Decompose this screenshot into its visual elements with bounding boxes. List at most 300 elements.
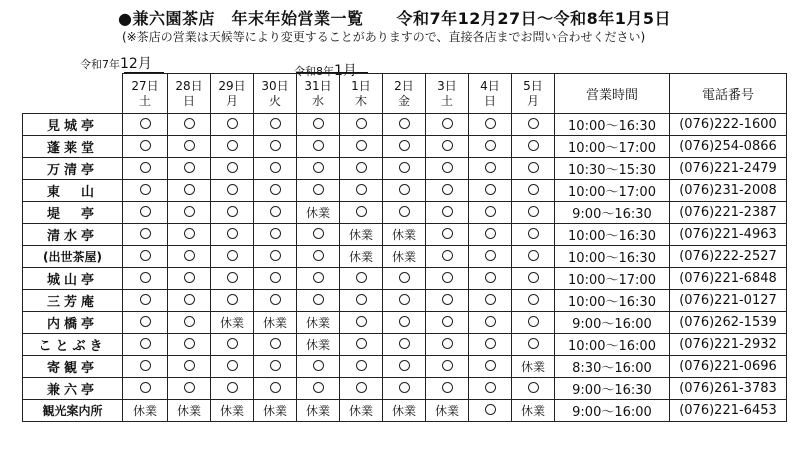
closed-mark: 休業 xyxy=(383,400,426,422)
shop-name: 観光案内所 xyxy=(23,400,123,422)
open-mark xyxy=(168,378,211,400)
open-mark xyxy=(168,246,211,268)
open-circle-icon xyxy=(528,162,539,173)
open-mark xyxy=(123,246,168,268)
open-mark xyxy=(512,378,555,400)
phone-number: (076)222-1600 xyxy=(670,114,787,136)
open-mark xyxy=(340,114,383,136)
open-mark xyxy=(512,158,555,180)
closed-mark: 休業 xyxy=(383,246,426,268)
open-circle-icon xyxy=(356,206,367,217)
date-header: 31日 水 xyxy=(297,74,340,114)
open-mark xyxy=(168,334,211,356)
open-circle-icon xyxy=(270,118,281,129)
shop-row xyxy=(23,400,787,422)
open-circle-icon xyxy=(270,184,281,195)
open-mark xyxy=(426,356,469,378)
open-mark xyxy=(340,334,383,356)
open-circle-icon xyxy=(485,140,496,151)
open-circle-icon xyxy=(528,184,539,195)
open-mark xyxy=(211,158,254,180)
open-circle-icon xyxy=(270,294,281,305)
notice-text: (※茶店の営業は天候等により変更することがありますので、直接各店までお問い合わせください) xyxy=(122,30,646,44)
shop-row xyxy=(23,356,787,378)
open-mark xyxy=(426,202,469,224)
open-circle-icon xyxy=(313,184,324,195)
open-circle-icon xyxy=(270,140,281,151)
open-mark xyxy=(426,136,469,158)
open-mark xyxy=(123,334,168,356)
open-mark xyxy=(168,136,211,158)
open-circle-icon xyxy=(140,250,151,261)
open-circle-icon xyxy=(356,140,367,151)
open-mark xyxy=(469,290,512,312)
open-mark xyxy=(469,158,512,180)
closed-mark: 休業 xyxy=(297,312,340,334)
open-circle-icon xyxy=(528,228,539,239)
open-circle-icon xyxy=(140,140,151,151)
open-mark xyxy=(168,268,211,290)
open-mark xyxy=(254,356,297,378)
shop-row xyxy=(23,246,787,268)
open-mark xyxy=(469,268,512,290)
schedule-body xyxy=(23,114,787,422)
open-mark xyxy=(254,202,297,224)
open-circle-icon xyxy=(140,338,151,349)
open-mark xyxy=(211,246,254,268)
shop-name: 寄観亭 xyxy=(23,356,123,378)
closed-mark: 休業 xyxy=(254,400,297,422)
phone-number: (076)221-0696 xyxy=(670,356,787,378)
open-circle-icon xyxy=(485,250,496,261)
open-circle-icon xyxy=(140,162,151,173)
shop-name: 万清亭 xyxy=(23,158,123,180)
open-circle-icon xyxy=(442,118,453,129)
open-mark xyxy=(426,290,469,312)
open-circle-icon xyxy=(485,404,496,415)
open-circle-icon xyxy=(485,228,496,239)
open-mark xyxy=(254,290,297,312)
open-mark xyxy=(340,136,383,158)
shop-row xyxy=(23,136,787,158)
open-mark xyxy=(426,114,469,136)
business-hours: 10:00～16:30 xyxy=(555,114,670,136)
open-circle-icon xyxy=(442,316,453,327)
closed-mark: 休業 xyxy=(383,224,426,246)
open-mark xyxy=(383,158,426,180)
phone-number: (076)254-0866 xyxy=(670,136,787,158)
open-mark xyxy=(469,356,512,378)
open-circle-icon xyxy=(356,184,367,195)
shop-row xyxy=(23,224,787,246)
date-header: 1日 木 xyxy=(340,74,383,114)
open-circle-icon xyxy=(399,360,410,371)
open-circle-icon xyxy=(184,250,195,261)
shop-row xyxy=(23,290,787,312)
open-mark xyxy=(211,114,254,136)
open-circle-icon xyxy=(270,360,281,371)
open-circle-icon xyxy=(140,118,151,129)
open-circle-icon xyxy=(313,360,324,371)
shop-row xyxy=(23,180,787,202)
business-hours: 10:00～17:00 xyxy=(555,268,670,290)
closed-mark: 休業 xyxy=(340,246,383,268)
closed-mark: 休業 xyxy=(340,400,383,422)
shop-name: 城山亭 xyxy=(23,268,123,290)
open-mark xyxy=(340,158,383,180)
open-circle-icon xyxy=(356,294,367,305)
open-mark xyxy=(123,356,168,378)
month-era: 令和7年 xyxy=(80,58,120,71)
open-circle-icon xyxy=(399,338,410,349)
open-mark xyxy=(254,246,297,268)
open-mark xyxy=(383,334,426,356)
business-hours: 9:00～16:30 xyxy=(555,378,670,400)
open-circle-icon xyxy=(485,382,496,393)
open-mark xyxy=(469,114,512,136)
open-mark xyxy=(168,356,211,378)
open-mark xyxy=(469,400,512,422)
open-circle-icon xyxy=(356,272,367,283)
tel-header: 電話番号 xyxy=(670,74,787,114)
open-mark xyxy=(469,180,512,202)
open-mark xyxy=(469,334,512,356)
open-mark xyxy=(168,158,211,180)
closed-mark: 休業 xyxy=(168,400,211,422)
open-mark xyxy=(340,312,383,334)
open-circle-icon xyxy=(227,118,238,129)
open-mark xyxy=(383,378,426,400)
open-circle-icon xyxy=(399,206,410,217)
page-title: ●兼六園茶店 年末年始営業一覧 令和7年12月27日～令和8年1月5日 xyxy=(118,9,672,28)
date-header: 5日 月 xyxy=(512,74,555,114)
open-mark xyxy=(469,136,512,158)
open-mark xyxy=(340,180,383,202)
open-circle-icon xyxy=(442,338,453,349)
open-circle-icon xyxy=(184,140,195,151)
open-circle-icon xyxy=(184,316,195,327)
open-circle-icon xyxy=(184,338,195,349)
open-circle-icon xyxy=(399,162,410,173)
open-mark xyxy=(211,290,254,312)
open-circle-icon xyxy=(313,250,324,261)
open-circle-icon xyxy=(270,382,281,393)
open-circle-icon xyxy=(485,294,496,305)
phone-number: (076)261-3783 xyxy=(670,378,787,400)
open-mark xyxy=(340,268,383,290)
open-mark xyxy=(512,290,555,312)
open-mark xyxy=(254,136,297,158)
open-circle-icon xyxy=(485,118,496,129)
open-circle-icon xyxy=(184,382,195,393)
open-circle-icon xyxy=(442,184,453,195)
open-mark xyxy=(426,312,469,334)
open-circle-icon xyxy=(399,184,410,195)
open-circle-icon xyxy=(356,162,367,173)
month-name: 1月 xyxy=(334,63,357,79)
open-circle-icon xyxy=(227,272,238,283)
open-mark xyxy=(211,202,254,224)
open-mark xyxy=(254,224,297,246)
open-mark xyxy=(168,290,211,312)
open-mark xyxy=(123,136,168,158)
phone-number: (076)231-2008 xyxy=(670,180,787,202)
open-circle-icon xyxy=(184,360,195,371)
open-mark xyxy=(383,180,426,202)
open-circle-icon xyxy=(227,228,238,239)
open-circle-icon xyxy=(442,228,453,239)
business-hours: 9:00～16:00 xyxy=(555,400,670,422)
open-mark xyxy=(512,180,555,202)
closed-mark: 休業 xyxy=(211,400,254,422)
open-mark xyxy=(469,378,512,400)
open-circle-icon xyxy=(442,140,453,151)
open-circle-icon xyxy=(356,360,367,371)
open-circle-icon xyxy=(227,382,238,393)
open-circle-icon xyxy=(184,184,195,195)
open-circle-icon xyxy=(356,118,367,129)
open-mark xyxy=(297,224,340,246)
open-mark xyxy=(211,356,254,378)
open-circle-icon xyxy=(313,228,324,239)
open-circle-icon xyxy=(528,118,539,129)
open-circle-icon xyxy=(227,206,238,217)
open-circle-icon xyxy=(227,184,238,195)
date-header: 28日 日 xyxy=(168,74,211,114)
open-mark xyxy=(254,180,297,202)
open-mark xyxy=(383,202,426,224)
open-mark xyxy=(469,202,512,224)
open-circle-icon xyxy=(485,316,496,327)
open-mark xyxy=(168,224,211,246)
open-circle-icon xyxy=(270,338,281,349)
open-mark xyxy=(297,158,340,180)
open-circle-icon xyxy=(184,162,195,173)
open-mark xyxy=(426,180,469,202)
open-circle-icon xyxy=(442,250,453,261)
shop-name: 清水亭 xyxy=(23,224,123,246)
shop-row xyxy=(23,312,787,334)
open-circle-icon xyxy=(485,338,496,349)
shop-row xyxy=(23,378,787,400)
business-hours: 9:00～16:30 xyxy=(555,202,670,224)
open-mark xyxy=(340,290,383,312)
date-header: 4日 日 xyxy=(469,74,512,114)
open-mark xyxy=(297,268,340,290)
open-mark xyxy=(512,312,555,334)
open-circle-icon xyxy=(528,250,539,261)
month-label-december xyxy=(80,53,152,73)
open-mark xyxy=(123,268,168,290)
open-circle-icon xyxy=(270,228,281,239)
open-mark xyxy=(297,290,340,312)
open-circle-icon xyxy=(485,360,496,371)
open-circle-icon xyxy=(356,316,367,327)
open-mark xyxy=(168,312,211,334)
open-circle-icon xyxy=(184,118,195,129)
open-mark xyxy=(211,268,254,290)
shop-name: 内橋亭 xyxy=(23,312,123,334)
open-circle-icon xyxy=(184,272,195,283)
closed-mark: 休業 xyxy=(297,202,340,224)
month-name: 12月 xyxy=(120,56,152,72)
phone-number: (076)222-2527 xyxy=(670,246,787,268)
open-circle-icon xyxy=(313,272,324,283)
open-mark xyxy=(383,312,426,334)
open-mark xyxy=(383,114,426,136)
open-mark xyxy=(211,180,254,202)
open-mark xyxy=(123,224,168,246)
schedule-table xyxy=(22,73,787,422)
open-circle-icon xyxy=(313,118,324,129)
open-mark xyxy=(512,334,555,356)
open-circle-icon xyxy=(270,206,281,217)
open-mark xyxy=(254,334,297,356)
open-circle-icon xyxy=(442,272,453,283)
open-mark xyxy=(469,312,512,334)
open-mark xyxy=(123,312,168,334)
open-mark xyxy=(426,158,469,180)
business-hours: 10:00～16:30 xyxy=(555,290,670,312)
open-mark xyxy=(426,378,469,400)
open-circle-icon xyxy=(485,162,496,173)
shop-row xyxy=(23,334,787,356)
shop-name: 兼六亭 xyxy=(23,378,123,400)
open-mark xyxy=(512,114,555,136)
business-hours: 10:00～16:30 xyxy=(555,246,670,268)
open-circle-icon xyxy=(140,184,151,195)
open-mark xyxy=(512,268,555,290)
open-mark xyxy=(469,246,512,268)
open-mark xyxy=(168,202,211,224)
open-circle-icon xyxy=(227,360,238,371)
phone-number: (076)262-1539 xyxy=(670,312,787,334)
business-hours: 10:00～17:00 xyxy=(555,180,670,202)
open-circle-icon xyxy=(313,382,324,393)
open-circle-icon xyxy=(485,184,496,195)
open-mark xyxy=(297,114,340,136)
business-hours: 9:00～16:00 xyxy=(555,312,670,334)
open-mark xyxy=(254,158,297,180)
business-hours: 10:30～15:30 xyxy=(555,158,670,180)
open-circle-icon xyxy=(356,382,367,393)
shop-row xyxy=(23,268,787,290)
date-header: 3日 土 xyxy=(426,74,469,114)
open-circle-icon xyxy=(442,162,453,173)
open-mark xyxy=(254,268,297,290)
closed-mark: 休業 xyxy=(297,334,340,356)
phone-number: (076)221-0127 xyxy=(670,290,787,312)
phone-number: (076)221-2479 xyxy=(670,158,787,180)
open-circle-icon xyxy=(184,206,195,217)
open-circle-icon xyxy=(227,250,238,261)
open-circle-icon xyxy=(528,206,539,217)
open-mark xyxy=(383,268,426,290)
open-circle-icon xyxy=(528,316,539,327)
open-circle-icon xyxy=(184,294,195,305)
open-mark xyxy=(512,136,555,158)
open-mark xyxy=(297,356,340,378)
open-circle-icon xyxy=(399,294,410,305)
business-hours: 10:00～16:00 xyxy=(555,334,670,356)
open-circle-icon xyxy=(485,272,496,283)
open-circle-icon xyxy=(140,294,151,305)
open-circle-icon xyxy=(442,382,453,393)
hours-header: 営業時間 xyxy=(555,74,670,114)
phone-number: (076)221-6848 xyxy=(670,268,787,290)
date-header: 2日 金 xyxy=(383,74,426,114)
month-era: 令和8年 xyxy=(294,65,334,78)
closed-mark: 休業 xyxy=(512,356,555,378)
open-circle-icon xyxy=(399,316,410,327)
closed-mark: 休業 xyxy=(340,224,383,246)
open-circle-icon xyxy=(442,206,453,217)
open-mark xyxy=(211,136,254,158)
open-circle-icon xyxy=(140,360,151,371)
open-circle-icon xyxy=(313,162,324,173)
shop-name: 東 山 xyxy=(23,180,123,202)
open-mark xyxy=(426,268,469,290)
open-circle-icon xyxy=(227,338,238,349)
open-mark xyxy=(340,378,383,400)
open-mark xyxy=(123,378,168,400)
date-header: 30日 火 xyxy=(254,74,297,114)
open-circle-icon xyxy=(140,206,151,217)
open-circle-icon xyxy=(399,118,410,129)
open-circle-icon xyxy=(442,360,453,371)
shop-row xyxy=(23,114,787,136)
closed-mark: 休業 xyxy=(254,312,297,334)
open-circle-icon xyxy=(528,272,539,283)
open-circle-icon xyxy=(270,272,281,283)
open-circle-icon xyxy=(140,228,151,239)
closed-mark: 休業 xyxy=(297,400,340,422)
phone-number: (076)221-6453 xyxy=(670,400,787,422)
open-mark xyxy=(297,180,340,202)
shop-name: (出世茶屋) xyxy=(23,246,123,268)
open-circle-icon xyxy=(313,140,324,151)
closed-mark: 休業 xyxy=(123,400,168,422)
open-circle-icon xyxy=(140,272,151,283)
open-mark xyxy=(123,290,168,312)
open-mark xyxy=(254,114,297,136)
shop-row xyxy=(23,202,787,224)
open-mark xyxy=(469,224,512,246)
open-mark xyxy=(211,224,254,246)
business-hours: 8:30～16:00 xyxy=(555,356,670,378)
business-hours: 10:00～17:00 xyxy=(555,136,670,158)
open-circle-icon xyxy=(140,316,151,327)
open-mark xyxy=(512,202,555,224)
open-mark xyxy=(512,224,555,246)
shop-name: 三芳庵 xyxy=(23,290,123,312)
open-circle-icon xyxy=(399,272,410,283)
shop-name: 蓬莱堂 xyxy=(23,136,123,158)
shop-name: 見城亭 xyxy=(23,114,123,136)
phone-number: (076)221-4963 xyxy=(670,224,787,246)
open-circle-icon xyxy=(399,140,410,151)
open-mark xyxy=(383,356,426,378)
open-mark xyxy=(426,246,469,268)
open-mark xyxy=(512,246,555,268)
shop-name: 堤 亭 xyxy=(23,202,123,224)
phone-number: (076)221-2387 xyxy=(670,202,787,224)
open-mark xyxy=(168,114,211,136)
open-mark xyxy=(254,378,297,400)
open-circle-icon xyxy=(184,228,195,239)
phone-number: (076)221-2932 xyxy=(670,334,787,356)
open-mark xyxy=(426,334,469,356)
